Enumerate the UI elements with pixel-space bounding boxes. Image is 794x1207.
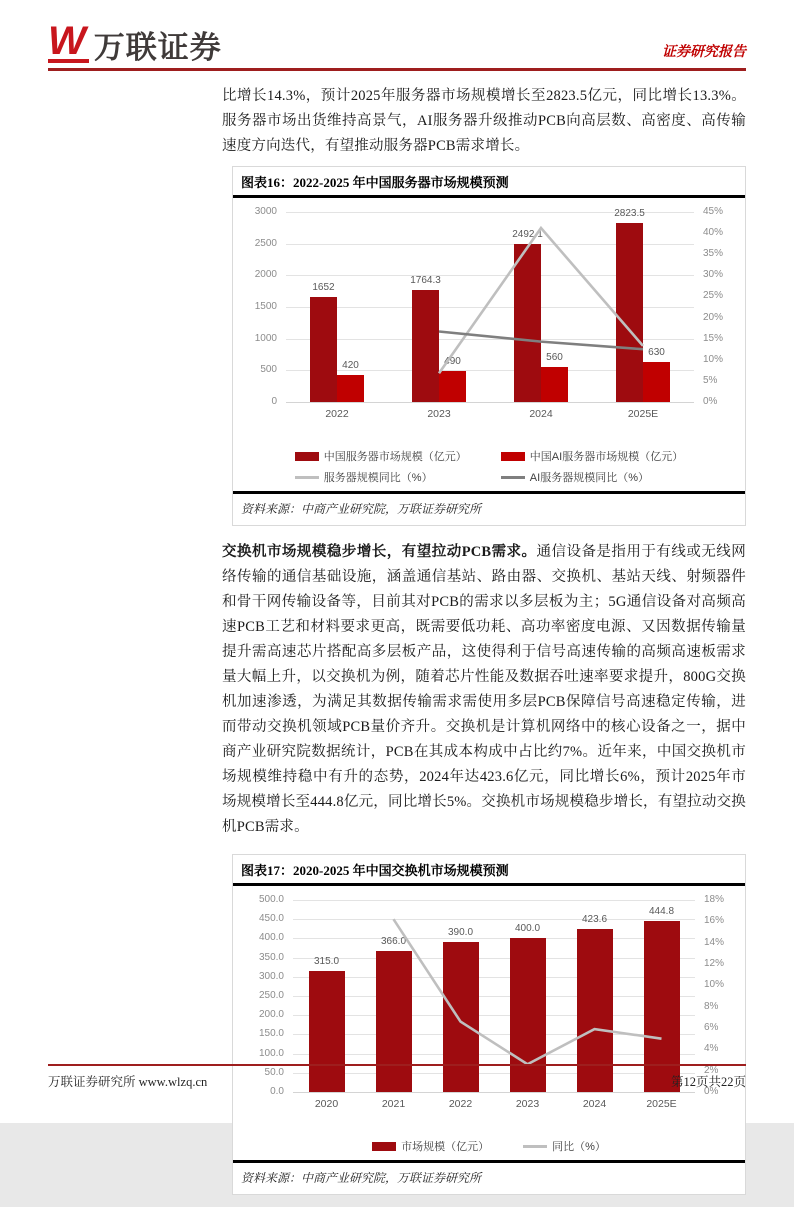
y-axis-right-tick: 0% [703, 396, 718, 407]
y-axis-tick: 0.0 [270, 1086, 284, 1097]
legend-item [501, 469, 683, 485]
bar-value-label: 390.0 [447, 927, 474, 939]
y-axis-tick: 1500 [254, 301, 277, 312]
legend-bar-swatch-icon [501, 452, 525, 461]
page-header [48, 19, 746, 71]
bar-value-label: 560 [546, 351, 563, 363]
x-axis-label: 2023 [427, 408, 451, 420]
y-axis-tick: 450.0 [258, 913, 284, 925]
y-axis-tick: 2000 [254, 269, 277, 281]
bar-value-label: 420 [342, 360, 359, 372]
figure-16-title: 图表16：2022-2025 年中国服务器市场规模预测 [233, 167, 745, 198]
bar-value-label: 2823.5 [614, 208, 645, 220]
y-axis-right-tick: 4% [704, 1043, 719, 1055]
paragraph-server-market: 比增长14.3%，预计2025年服务器市场规模增长至2823.5亿元，同比增长13.3%。服务器市场出货维持高景气，AI服务器升级推动PCB向高层数、高密度、高传输速度方向迭代，有望推动服务器PCB需求增长。 [222, 88, 746, 154]
y-axis-right-tick: 2% [704, 1064, 719, 1076]
switch-market-chart [243, 886, 735, 1160]
chart-legend [242, 448, 736, 485]
y-axis-right-tick: 40% [703, 227, 724, 239]
y-axis-right-tick: 16% [704, 915, 725, 927]
x-axis-label: 2022 [325, 408, 349, 420]
y-axis-tick: 150.0 [258, 1028, 284, 1040]
trend-line [439, 228, 643, 373]
bar-value-label: 2492.1 [512, 229, 543, 241]
trend-line [439, 331, 643, 349]
bar-value-label: 423.6 [581, 914, 608, 926]
legend-label: 中国服务器市场规模（亿元） [323, 451, 467, 463]
legend-item [295, 448, 467, 464]
y-axis-tick: 3000 [254, 206, 277, 217]
bar-value-label: 1764.3 [410, 275, 441, 287]
y-axis-right-tick: 15% [703, 332, 724, 344]
y-axis-right-tick: 10% [704, 979, 725, 991]
y-axis-tick: 300.0 [258, 970, 284, 982]
y-axis-right-tick: 20% [703, 311, 724, 323]
figure-16 [232, 166, 746, 526]
footer-page-number: 第12页共22页 [670, 1075, 746, 1089]
y-axis-right-tick: 14% [704, 936, 725, 948]
legend-label: 中国AI服务器市场规模（亿元） [529, 451, 684, 463]
figure-17 [232, 854, 746, 1195]
y-axis-right-tick: 35% [703, 248, 724, 260]
legend-label: 服务器规模同比（%） [323, 472, 433, 484]
legend-item [295, 469, 467, 485]
bar-value-label: 630 [648, 347, 665, 359]
y-axis-right-tick: 12% [704, 958, 725, 969]
legend-item [501, 448, 683, 464]
legend-line-swatch-icon [295, 476, 319, 479]
y-axis-tick: 200.0 [258, 1009, 284, 1021]
y-axis-tick: 100.0 [258, 1047, 284, 1059]
x-axis-label: 2025E [646, 1098, 677, 1110]
bar-value-label: 1652 [312, 282, 335, 294]
bar-value-label: 315.0 [313, 956, 340, 968]
y-axis-tick: 2500 [254, 237, 277, 249]
y-axis-tick: 350.0 [258, 951, 284, 963]
x-axis-label: 2020 [314, 1098, 339, 1110]
page-footer [48, 1064, 746, 1090]
trend-line [394, 919, 662, 1064]
y-axis-tick: 50.0 [264, 1066, 284, 1078]
y-axis-tick: 1000 [254, 332, 277, 344]
x-axis-label: 2025E [627, 408, 659, 420]
y-axis-tick: 400.0 [258, 932, 284, 944]
y-axis-tick: 0 [271, 396, 277, 407]
y-axis-right-tick: 0% [704, 1086, 719, 1097]
y-axis-right-tick: 30% [703, 269, 724, 281]
footer-company-url: 万联证券研究所 www.wlzq.cn [48, 1075, 208, 1089]
legend-label: 同比（%） [552, 1141, 606, 1153]
company-logo [48, 19, 222, 65]
y-axis-tick: 500.0 [258, 894, 284, 905]
legend-item [372, 1138, 489, 1154]
bar-value-label: 444.8 [648, 906, 675, 918]
chart-plot-area [242, 206, 736, 422]
legend-bar-swatch-icon [295, 452, 319, 461]
page-content [222, 84, 746, 1207]
y-axis-tick: 250.0 [258, 990, 284, 1001]
x-axis-label: 2024 [529, 408, 553, 420]
y-axis-right-tick: 25% [703, 290, 724, 302]
paragraph-lead-bold: 交换机市场规模稳步增长，有望拉动PCB需求。 [222, 544, 537, 560]
report-type-label: 证券研究报告 [662, 45, 746, 60]
grid-line [293, 1092, 695, 1093]
bar-value-label: 400.0 [514, 923, 541, 935]
paragraph-switch-market [222, 540, 746, 840]
y-axis-right-tick: 10% [703, 353, 724, 365]
legend-bar-swatch-icon [372, 1142, 396, 1151]
legend-item [523, 1138, 606, 1154]
y-axis-right-tick: 6% [704, 1022, 719, 1033]
y-axis-tick: 500 [260, 364, 277, 376]
legend-line-swatch-icon [523, 1145, 547, 1148]
logo-w-icon: W [48, 24, 89, 63]
x-axis-label: 2021 [381, 1098, 406, 1110]
logo-company-name: 万联证券 [93, 30, 222, 65]
legend-label: AI服务器规模同比（%） [529, 472, 649, 484]
bar-value-label: 490 [444, 355, 461, 367]
figure-17-source: 资料来源：中商产业研究院，万联证券研究所 [233, 1160, 745, 1194]
figure-17-title: 图表17：2020-2025 年中国交换机市场规模预测 [233, 855, 745, 886]
figure-16-source: 资料来源：中商产业研究院，万联证券研究所 [233, 491, 745, 525]
y-axis-right-tick: 45% [703, 206, 724, 217]
y-axis-right-tick: 8% [704, 1000, 719, 1012]
server-market-chart [242, 198, 736, 491]
paragraph-body-text: 通信设备是指用于有线或无线网络传输的通信基础设施，涵盖通信基站、路由器、交换机、基站天线、射频器件和骨干网传输设备等，目前其对PCB的需求以多层板为主；5G通信设备对高频高速PCB工艺和材料要求更高，既需要低功耗、高功率密度电源、又因数据传输量提升需高速芯片搭配高多层板产品，这使得利于信号高速传输的高频高速板需求量大幅上升，以交换机为例，随着芯片性能及数据吞吐速率要求提升，800G交换机加速渗透，为满足其数据传输需求需使用多层PCB保障信号高速稳定传输，进而带动交换机领域PCB量价齐升。交换机是计算机网络中的核心设备之一，据中商产业研究院数据统计，PCB在其成本构成中占比约7%。近年来，中国交换机市场规模维持稳中有升的态势，2024年达423.6亿元，同比增长6%，预计2025年市场规模增长至444.8亿元，同比增长5%。交换机市场规模稳步增长，有望拉动交换机PCB需求。 [222, 544, 746, 835]
y-axis-right-tick: 18% [704, 894, 725, 905]
grid-line [286, 402, 694, 403]
y-axis-right-tick: 5% [703, 374, 718, 386]
x-axis-label: 2024 [582, 1098, 607, 1110]
legend-label: 市场规模（亿元） [401, 1141, 490, 1153]
trend-lines [242, 212, 736, 402]
legend-line-swatch-icon [501, 476, 525, 479]
chart-legend [243, 1138, 735, 1154]
x-axis-label: 2023 [515, 1098, 540, 1110]
x-axis-label: 2022 [448, 1098, 473, 1110]
bar-value-label: 366.0 [380, 936, 407, 948]
